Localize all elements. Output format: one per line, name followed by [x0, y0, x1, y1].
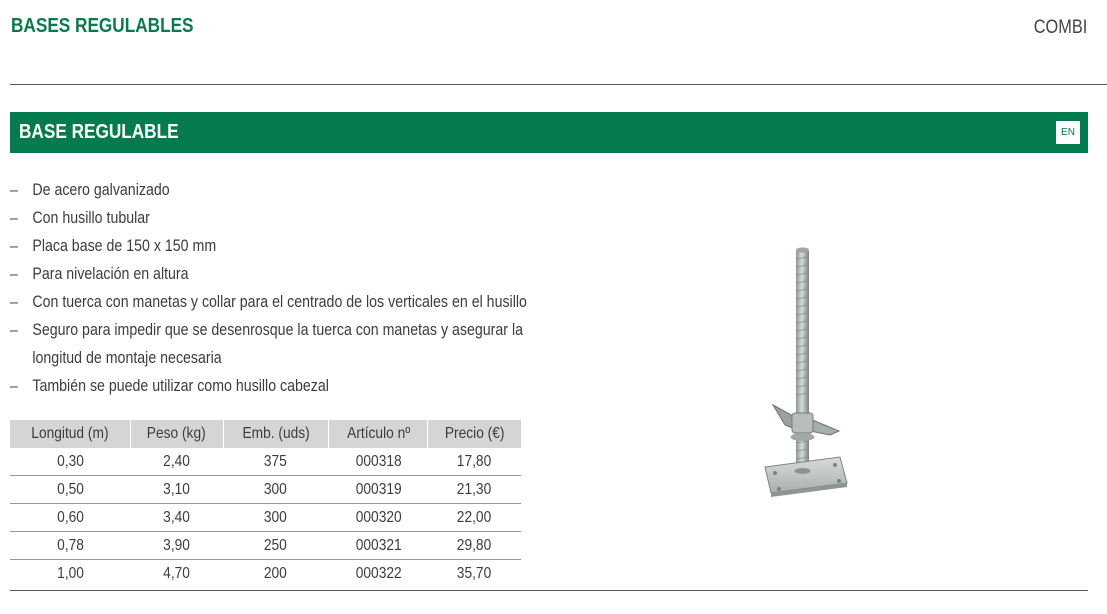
column-header: Precio (€)	[428, 420, 521, 448]
table-row	[10, 532, 521, 560]
cell-precio: 21,30	[428, 476, 521, 504]
cell-emb: 200	[264, 564, 288, 582]
page-title: BASES REGULABLES	[11, 15, 194, 37]
cell-articulo: 000321	[329, 532, 428, 560]
cell-peso: 3,90	[130, 532, 223, 560]
cell-articulo: 000322	[355, 564, 402, 582]
cell-precio: 17,80	[428, 448, 521, 476]
cell-emb: 300	[223, 476, 329, 504]
cell-longitud: 0,30	[10, 448, 130, 476]
table-row	[10, 560, 521, 588]
cell-peso: 3,10	[130, 476, 223, 504]
cell-longitud: 0,60	[10, 504, 130, 532]
cell-longitud: 1,00	[56, 564, 84, 582]
feature-item: – Placa base de 150 x 150 mm	[10, 237, 217, 255]
cell-emb: 300	[223, 504, 329, 532]
cell-precio: 22,00	[428, 504, 521, 532]
adjustable-base-image	[755, 245, 855, 500]
feature-item: – También se puede utilizar como husillo cabezal	[10, 377, 329, 395]
section-banner	[10, 112, 1088, 153]
cell-longitud: 0,50	[10, 476, 130, 504]
feature-item-continuation: longitud de montaje necesaria	[32, 349, 222, 367]
cell-precio: 29,80	[428, 532, 521, 560]
cell-articulo: 000318	[329, 448, 428, 476]
cell-emb: 250	[223, 532, 329, 560]
feature-item: – Para nivelación en altura	[10, 265, 189, 283]
table-row	[10, 504, 521, 532]
cell-peso: 4,70	[163, 564, 191, 582]
cell-articulo: 000320	[329, 504, 428, 532]
feature-list	[10, 176, 611, 400]
header-divider	[10, 84, 1107, 85]
section-title: BASE REGULABLE	[19, 121, 179, 143]
cell-longitud: 0,78	[10, 532, 130, 560]
cell-emb: 375	[223, 448, 329, 476]
specs-table	[10, 420, 521, 587]
feature-item: – Seguro para impedir que se desenrosque la tuerca con manetas y asegurar la	[10, 321, 524, 339]
column-header: Emb. (uds)	[223, 420, 329, 448]
table-row	[10, 448, 521, 476]
cell-articulo: 000319	[329, 476, 428, 504]
table-header-row	[10, 420, 521, 448]
column-header: Artículo nº	[329, 420, 428, 448]
brand-label: COMBI	[1033, 17, 1087, 38]
cell-peso: 2,40	[130, 448, 223, 476]
table-row	[10, 476, 521, 504]
feature-item: – Con husillo tubular	[10, 209, 150, 227]
footer-divider	[10, 590, 1088, 591]
feature-item: – De acero galvanizado	[10, 181, 170, 199]
language-badge[interactable]: EN	[1056, 121, 1080, 144]
feature-item: – Con tuerca con manetas y collar para el centrado de los verticales en el husillo	[10, 293, 527, 311]
cell-precio: 35,70	[457, 564, 492, 582]
column-header: Longitud (m)	[10, 420, 130, 448]
cell-peso: 3,40	[130, 504, 223, 532]
column-header: Peso (kg)	[130, 420, 223, 448]
